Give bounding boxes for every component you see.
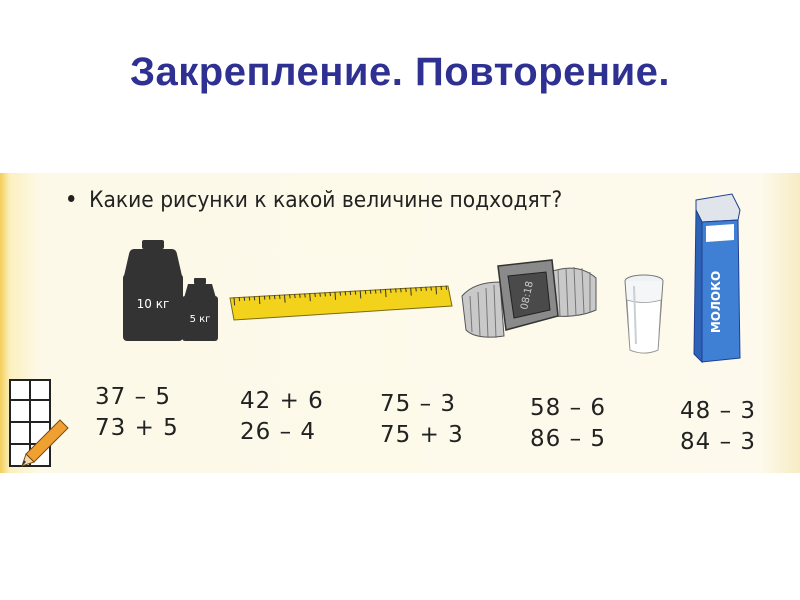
weight-5kg-icon <box>182 278 218 341</box>
weights-illustration <box>120 236 220 346</box>
carton-label: МОЛОКО <box>709 270 723 334</box>
weight-10kg-label: 10 кг <box>136 297 170 311</box>
exercise-question <box>68 188 562 213</box>
expression-4-1: 58 – 6 <box>530 395 607 421</box>
expression-1-2: 73 + 5 <box>95 415 179 441</box>
ruler-illustration <box>226 280 456 326</box>
expression-group-3 <box>380 389 464 451</box>
bullet-icon <box>68 195 74 202</box>
watch-illustration <box>460 252 600 354</box>
glass-illustration <box>620 272 668 358</box>
expression-2-2: 26 – 4 <box>240 419 317 445</box>
slide-title: Закрепление. Повторение. <box>129 50 671 94</box>
milk-carton-icon <box>694 194 740 362</box>
expression-4-2: 86 – 5 <box>530 426 607 452</box>
weight-10kg-icon <box>123 240 183 341</box>
watch-face-text: 08:18 <box>519 280 536 311</box>
notebook-pencil-illustration <box>8 378 70 470</box>
expression-group-2 <box>240 386 324 448</box>
glass-icon <box>625 275 663 353</box>
expression-group-4 <box>530 393 606 455</box>
expression-1-1: 37 – 5 <box>95 384 172 410</box>
milk-carton-illustration <box>688 192 746 364</box>
expression-group-1 <box>95 382 179 444</box>
question-text: Какие рисунки к какой величине подходят? <box>89 188 563 213</box>
expression-2-1: 42 + 6 <box>240 388 324 414</box>
expression-5-1: 48 – 3 <box>680 398 757 424</box>
expression-3-1: 75 – 3 <box>380 391 457 417</box>
expression-5-2: 84 – 3 <box>680 429 757 455</box>
expression-3-2: 75 + 3 <box>380 422 464 448</box>
expression-group-5 <box>680 396 756 458</box>
weight-5kg-label: 5 кг <box>189 314 211 325</box>
watch-icon <box>462 260 596 338</box>
